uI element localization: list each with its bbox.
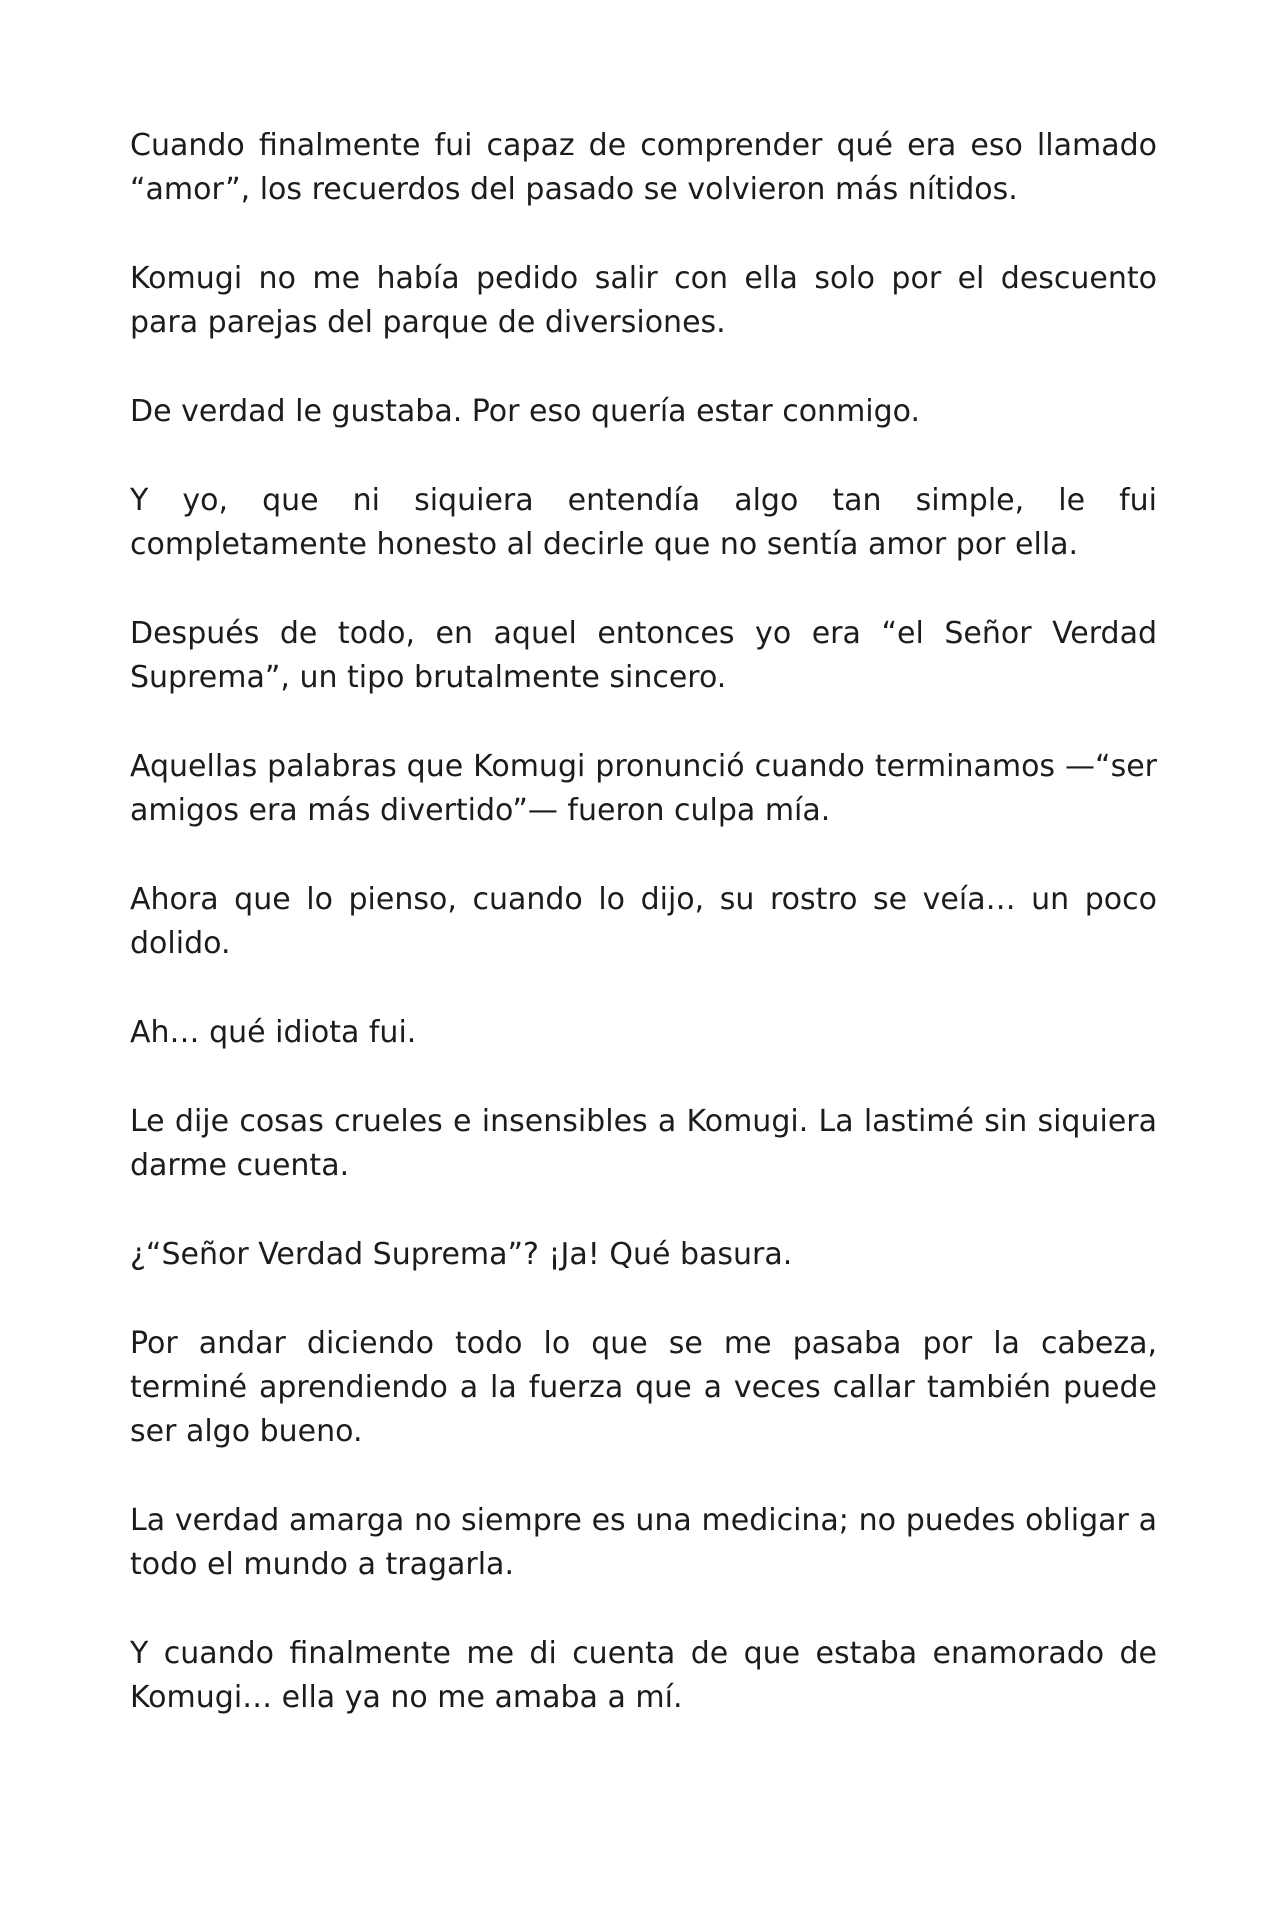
paragraph: Por andar diciendo todo lo que se me pasaba por la cabeza, terminé aprendiendo a la fuerza que a veces callar también puede ser algo bueno. (130, 1326, 1157, 1449)
paragraph: La verdad amarga no siempre es una medicina; no puedes obligar a todo el mundo a tragarla. (130, 1503, 1157, 1582)
paragraph: Cuando finalmente fui capaz de comprender qué era eso llamado “amor”, los recuerdos del pasado se volvieron más nítidos. (130, 128, 1157, 207)
paragraph: ¿“Señor Verdad Suprema”? ¡Ja! Qué basura. (130, 1237, 793, 1272)
paragraph: De verdad le gustaba. Por eso quería estar conmigo. (130, 394, 921, 429)
paragraph: Después de todo, en aquel entonces yo era “el Señor Verdad Suprema”, un tipo brutalmente sincero. (130, 616, 1157, 695)
text-body (130, 124, 1157, 1765)
paragraph: Le dije cosas crueles e insensibles a Komugi. La lastimé sin siquiera darme cuenta. (130, 1104, 1157, 1183)
paragraph: Y yo, que ni siquiera entendía algo tan simple, le fui completamente honesto al decirle que no sentía amor por ella. (130, 483, 1157, 562)
paragraph: Aquellas palabras que Komugi pronunció cuando terminamos —“ser amigos era más divertido”— fueron culpa mía. (130, 749, 1157, 828)
paragraph: Ah… qué idiota fui. (130, 1015, 417, 1050)
paragraph: Komugi no me había pedido salir con ella solo por el descuento para parejas del parque de diversiones. (130, 261, 1157, 340)
paragraph: Y cuando finalmente me di cuenta de que estaba enamorado de Komugi… ella ya no me amaba a mí. (130, 1636, 1157, 1715)
paragraph: Ahora que lo pienso, cuando lo dijo, su rostro se veía… un poco dolido. (130, 882, 1157, 961)
